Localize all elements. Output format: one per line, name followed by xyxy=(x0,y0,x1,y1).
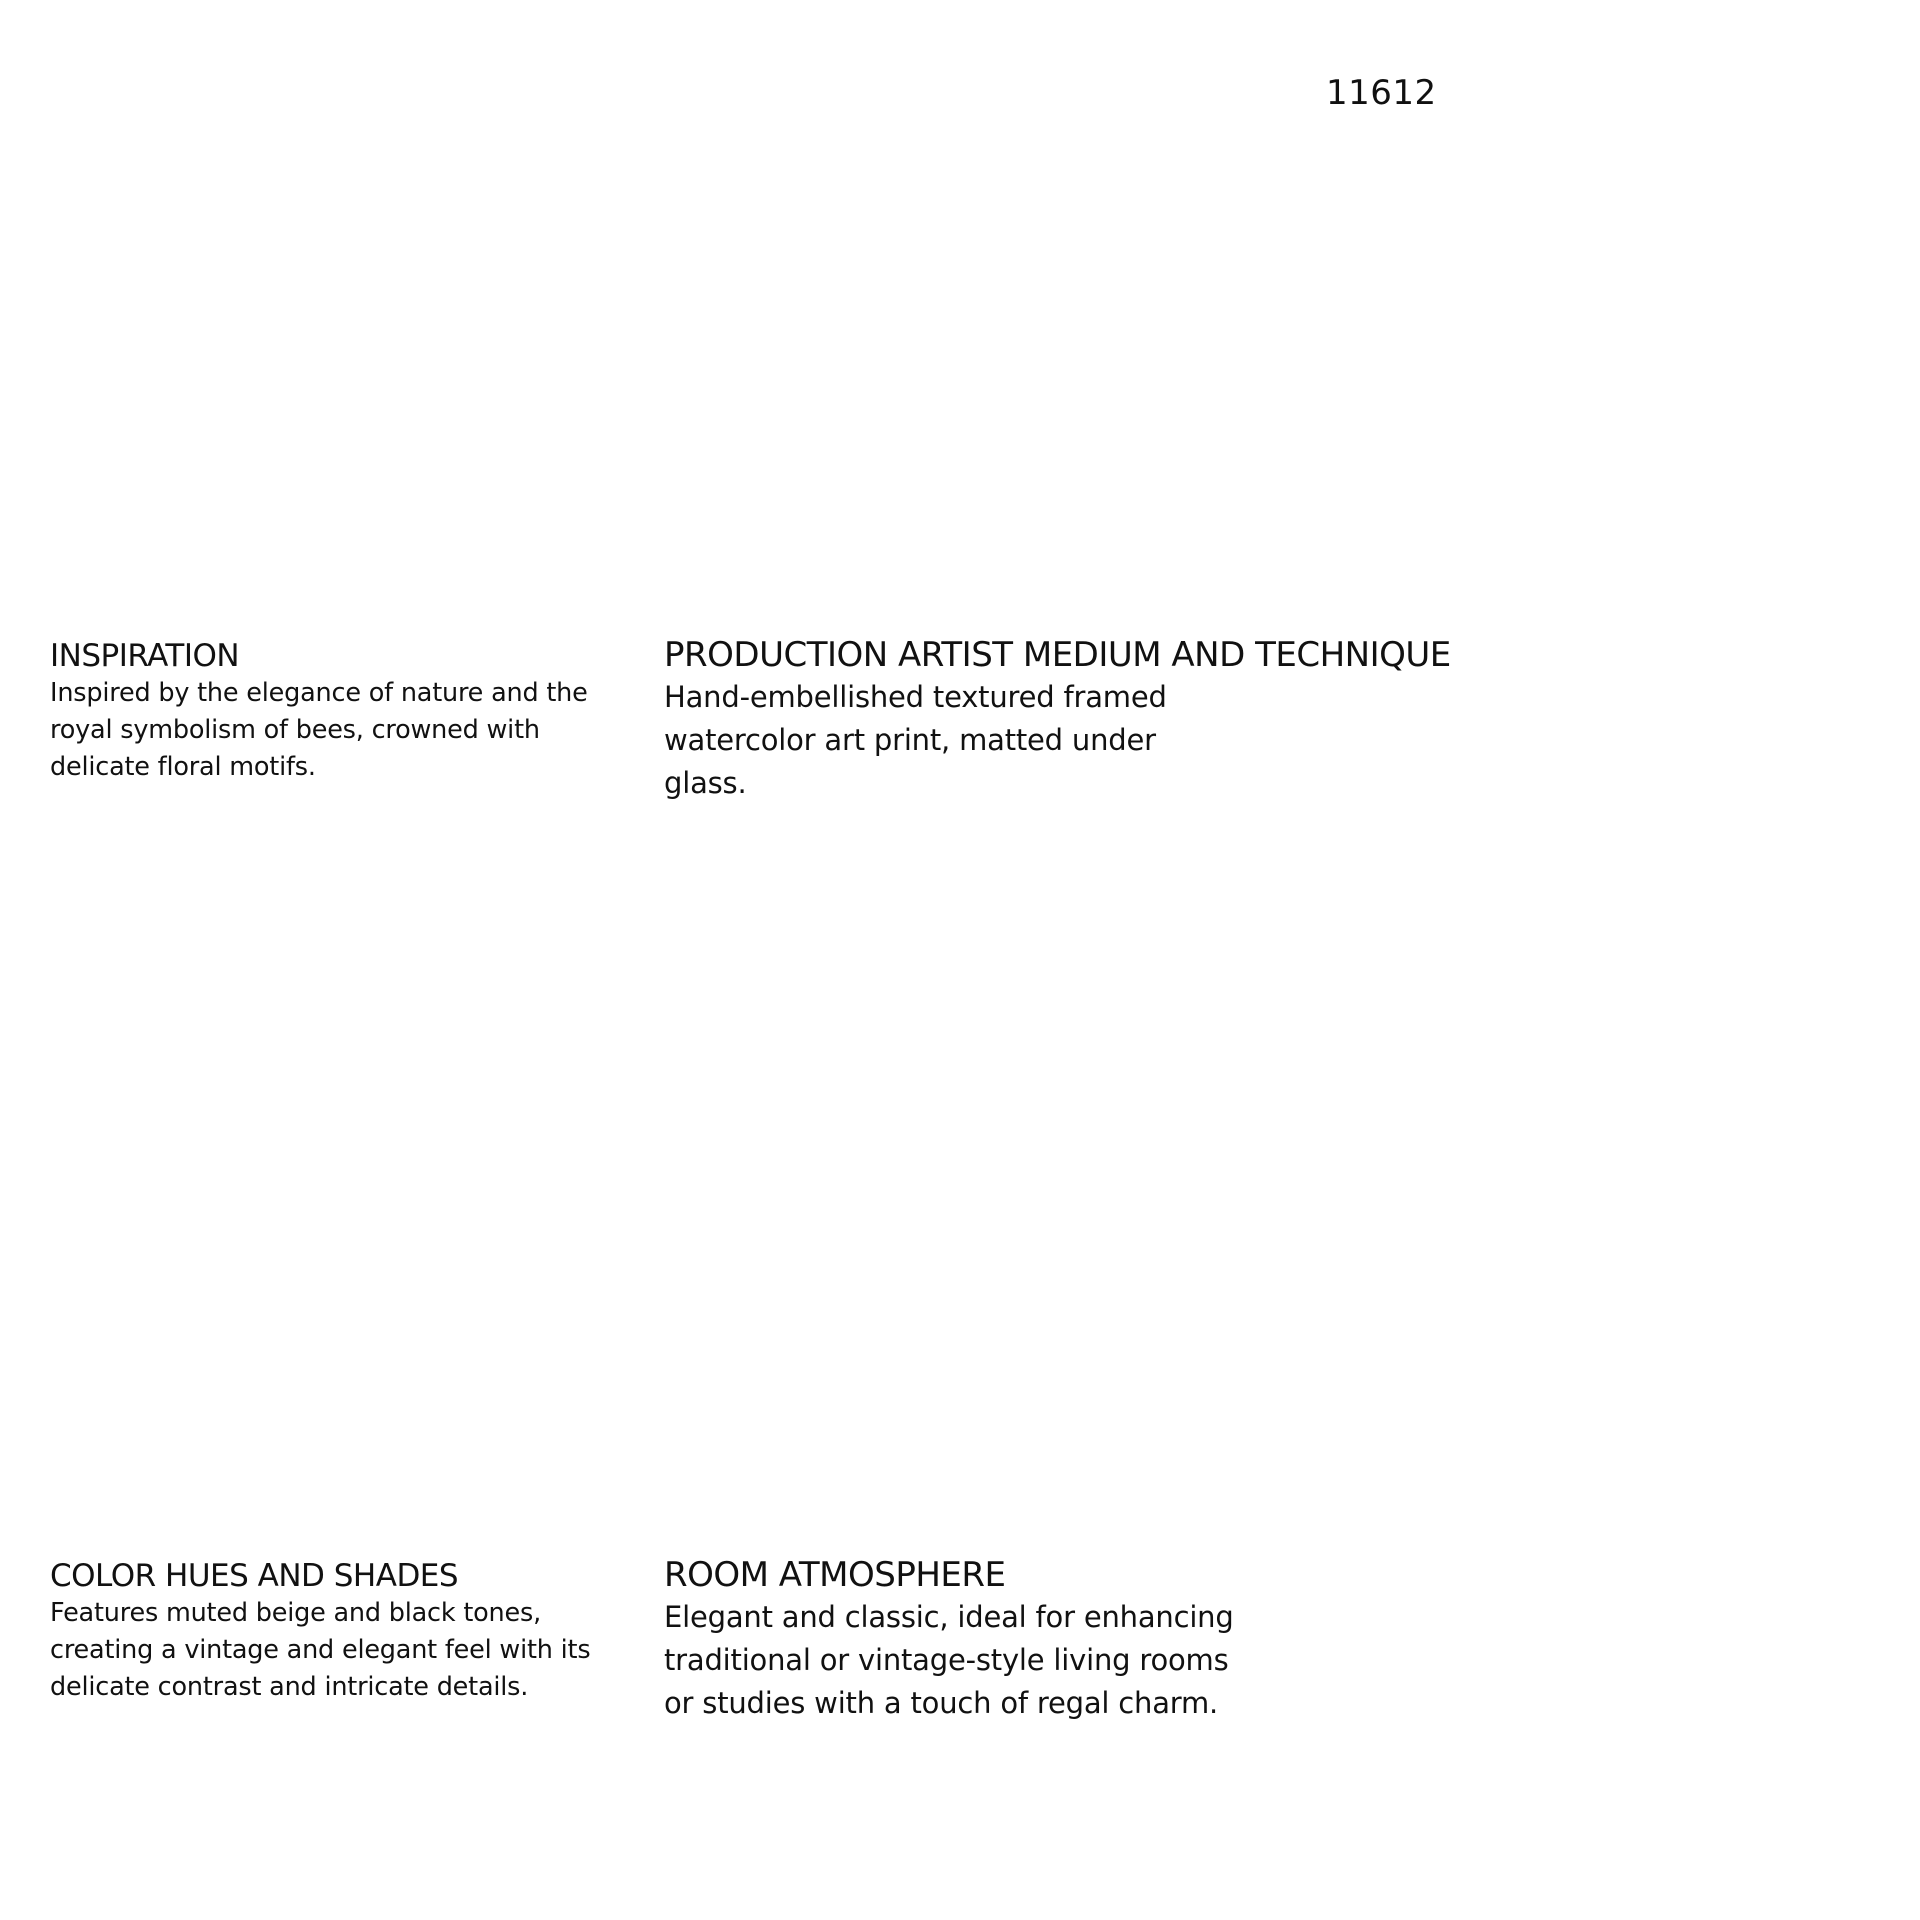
room-atmosphere-heading: ROOM ATMOSPHERE xyxy=(664,1555,1006,1595)
inspiration-body: Inspired by the elegance of nature and the royal symbolism of bees, crowned with delicate floral motifs. xyxy=(50,678,588,782)
medium-technique-heading: PRODUCTION ARTIST MEDIUM AND TECHNIQUE xyxy=(664,635,1451,675)
color-hues-body: Features muted beige and black tones, creating a vintage and elegant feel with its delicate contrast and intricate details. xyxy=(50,1598,591,1702)
product-number: 11612 xyxy=(1326,73,1437,113)
medium-technique-body: Hand-embellished textured framed watercolor art print, matted under glass. xyxy=(664,680,1167,800)
room-atmosphere-body: Elegant and classic, ideal for enhancing traditional or vintage-style living rooms or studies with a touch of regal charm. xyxy=(664,1600,1234,1720)
color-hues-section xyxy=(50,1557,620,1706)
color-hues-heading: COLOR HUES AND SHADES xyxy=(50,1558,459,1594)
medium-technique-section xyxy=(664,634,1451,805)
room-atmosphere-section xyxy=(664,1554,1264,1725)
inspiration-heading: INSPIRATION xyxy=(50,638,240,674)
inspiration-section xyxy=(50,637,620,786)
